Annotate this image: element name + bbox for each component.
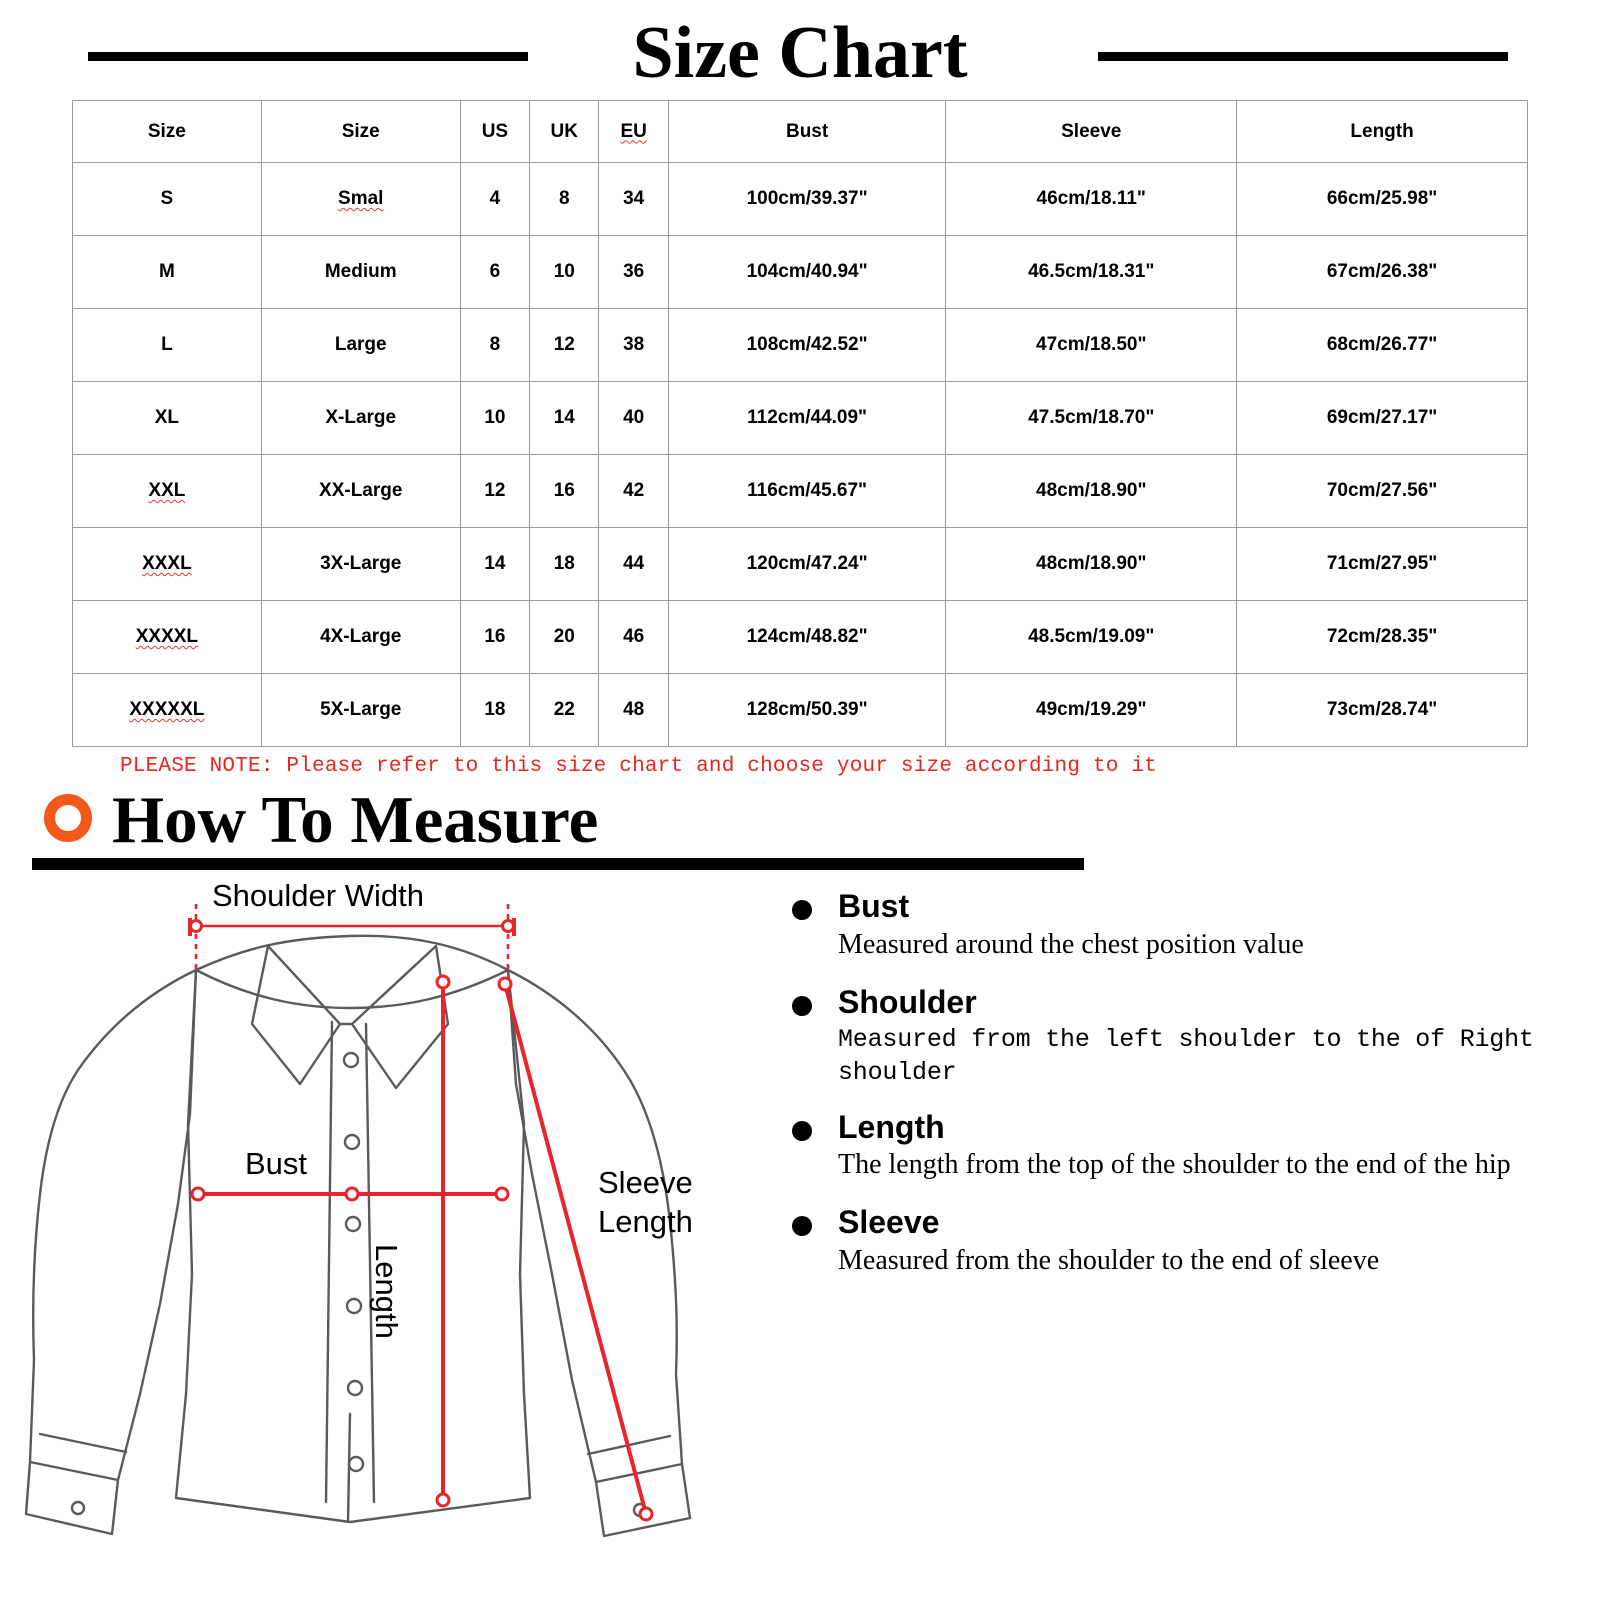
col-header-uk: UK [530,101,599,163]
cell-sleeve: 48cm/18.90" [946,528,1237,601]
cell-size-letter: XXXL [73,528,262,601]
cell-eu: 48 [599,674,668,747]
cell-size-letter: L [73,309,262,382]
cell-sleeve: 46cm/18.11" [946,163,1237,236]
table-row [73,528,1528,601]
cell-bust: 116cm/45.67" [668,455,946,528]
cell-size-letter: XXXXXL [73,674,262,747]
col-header-sleeve: Sleeve [946,101,1237,163]
col-header-us: US [460,101,529,163]
sleeve-measure-line [499,978,652,1520]
definition-bust [780,888,1560,964]
cell-sleeve: 48cm/18.90" [946,455,1237,528]
cell-eu: 36 [599,236,668,309]
length-measure-line [437,976,449,1506]
cell-length: 66cm/25.98" [1237,163,1528,236]
cell-us: 14 [460,528,529,601]
cell-length: 68cm/26.77" [1237,309,1528,382]
cell-us: 8 [460,309,529,382]
table-header-row [73,101,1528,163]
cell-eu: 46 [599,601,668,674]
definition-description: The length from the top of the shoulder to the end of the hip [838,1149,1511,1181]
bullet-icon [792,900,812,920]
definition-term: Sleeve [838,1204,940,1241]
table-row [73,236,1528,309]
table-row [73,455,1528,528]
how-to-measure-title: How To Measure [112,783,599,857]
cell-us: 6 [460,236,529,309]
cell-size-word: Large [261,309,460,382]
table-row [73,163,1528,236]
label-length: Length [369,1244,404,1339]
how-to-measure-header [0,782,1600,874]
table-row [73,601,1528,674]
col-header-bust: Bust [668,101,946,163]
cell-size-letter: XXXXL [73,601,262,674]
cell-sleeve: 49cm/19.29" [946,674,1237,747]
definition-term: Bust [838,888,910,924]
col-header-length: Length [1237,101,1528,163]
circle-icon [44,794,92,842]
cell-size-word: X-Large [261,382,460,455]
cell-size-word: 3X-Large [261,528,460,601]
cell-uk: 14 [530,382,599,455]
cell-size-word: Medium [261,236,460,309]
measure-definitions [760,874,1600,1564]
definition-sleeve [780,1204,1560,1280]
cell-bust: 108cm/42.52" [668,309,946,382]
cell-uk: 8 [530,163,599,236]
cell-sleeve: 46.5cm/18.31" [946,236,1237,309]
bullet-icon [792,996,812,1016]
cell-size-word: XX-Large [261,455,460,528]
cell-uk: 18 [530,528,599,601]
table-row [73,382,1528,455]
label-bust: Bust [245,1146,308,1181]
col-header-eu: EU [599,101,668,163]
cell-length: 73cm/28.74" [1237,674,1528,747]
cell-sleeve: 47.5cm/18.70" [946,382,1237,455]
cell-length: 71cm/27.95" [1237,528,1528,601]
definition-description: Measured from the shoulder to the end of sleeve [838,1245,1380,1277]
garment-illustration [0,874,760,1564]
cell-size-letter: XL [73,382,262,455]
cell-length: 69cm/27.17" [1237,382,1528,455]
cell-bust: 120cm/47.24" [668,528,946,601]
how-to-measure-body [0,874,1600,1564]
cell-us: 18 [460,674,529,747]
cell-us: 10 [460,382,529,455]
cell-sleeve: 48.5cm/19.09" [946,601,1237,674]
cell-eu: 34 [599,163,668,236]
cell-uk: 12 [530,309,599,382]
cell-bust: 104cm/40.94" [668,236,946,309]
label-sleeve-line1: Sleeve [598,1165,693,1200]
cell-uk: 22 [530,674,599,747]
cell-sleeve: 47cm/18.50" [946,309,1237,382]
cell-eu: 44 [599,528,668,601]
page-title: Size Chart [619,16,982,90]
title-rule-right [1098,52,1508,61]
cell-us: 4 [460,163,529,236]
definition-description: Measured around the chest position value [838,928,1304,960]
cell-size-letter: XXL [73,455,262,528]
bullet-icon [792,1121,812,1141]
definition-length [780,1109,1560,1185]
cell-length: 72cm/28.35" [1237,601,1528,674]
cell-bust: 124cm/48.82" [668,601,946,674]
table-row [73,674,1528,747]
cell-length: 70cm/27.56" [1237,455,1528,528]
cell-size-word: 5X-Large [261,674,460,747]
label-sleeve-length [598,1164,693,1242]
col-header-size-letter: Size [73,101,262,163]
cell-bust: 128cm/50.39" [668,674,946,747]
title-rule-left [88,52,528,61]
definition-shoulder [780,984,1560,1089]
size-table [72,100,1528,747]
table-row [73,309,1528,382]
cell-bust: 100cm/39.37" [668,163,946,236]
definition-description: Measured from the left shoulder to the of Right shoulder [838,1024,1534,1087]
cell-uk: 10 [530,236,599,309]
cell-eu: 40 [599,382,668,455]
cell-size-word: 4X-Large [261,601,460,674]
definition-term: Length [838,1108,945,1145]
cell-eu: 42 [599,455,668,528]
size-table-wrap [0,100,1600,747]
label-shoulder-width: Shoulder Width [212,878,424,913]
cell-uk: 16 [530,455,599,528]
page-title-row [0,0,1600,100]
cell-bust: 112cm/44.09" [668,382,946,455]
bullet-icon [792,1216,812,1236]
bust-measure-line [192,1188,508,1200]
col-header-size-word: Size [261,101,460,163]
cell-size-word: Smal [261,163,460,236]
cell-us: 12 [460,455,529,528]
cell-size-letter: M [73,236,262,309]
cell-uk: 20 [530,601,599,674]
please-note-text: PLEASE NOTE: Please refer to this size chart and choose your size according to it [120,755,1157,778]
label-sleeve-line2: Length [598,1203,693,1239]
definition-term: Shoulder [838,983,977,1020]
cell-eu: 38 [599,309,668,382]
cell-size-letter: S [73,163,262,236]
how-to-measure-rule [32,858,1084,870]
cell-us: 16 [460,601,529,674]
cell-length: 67cm/26.38" [1237,236,1528,309]
